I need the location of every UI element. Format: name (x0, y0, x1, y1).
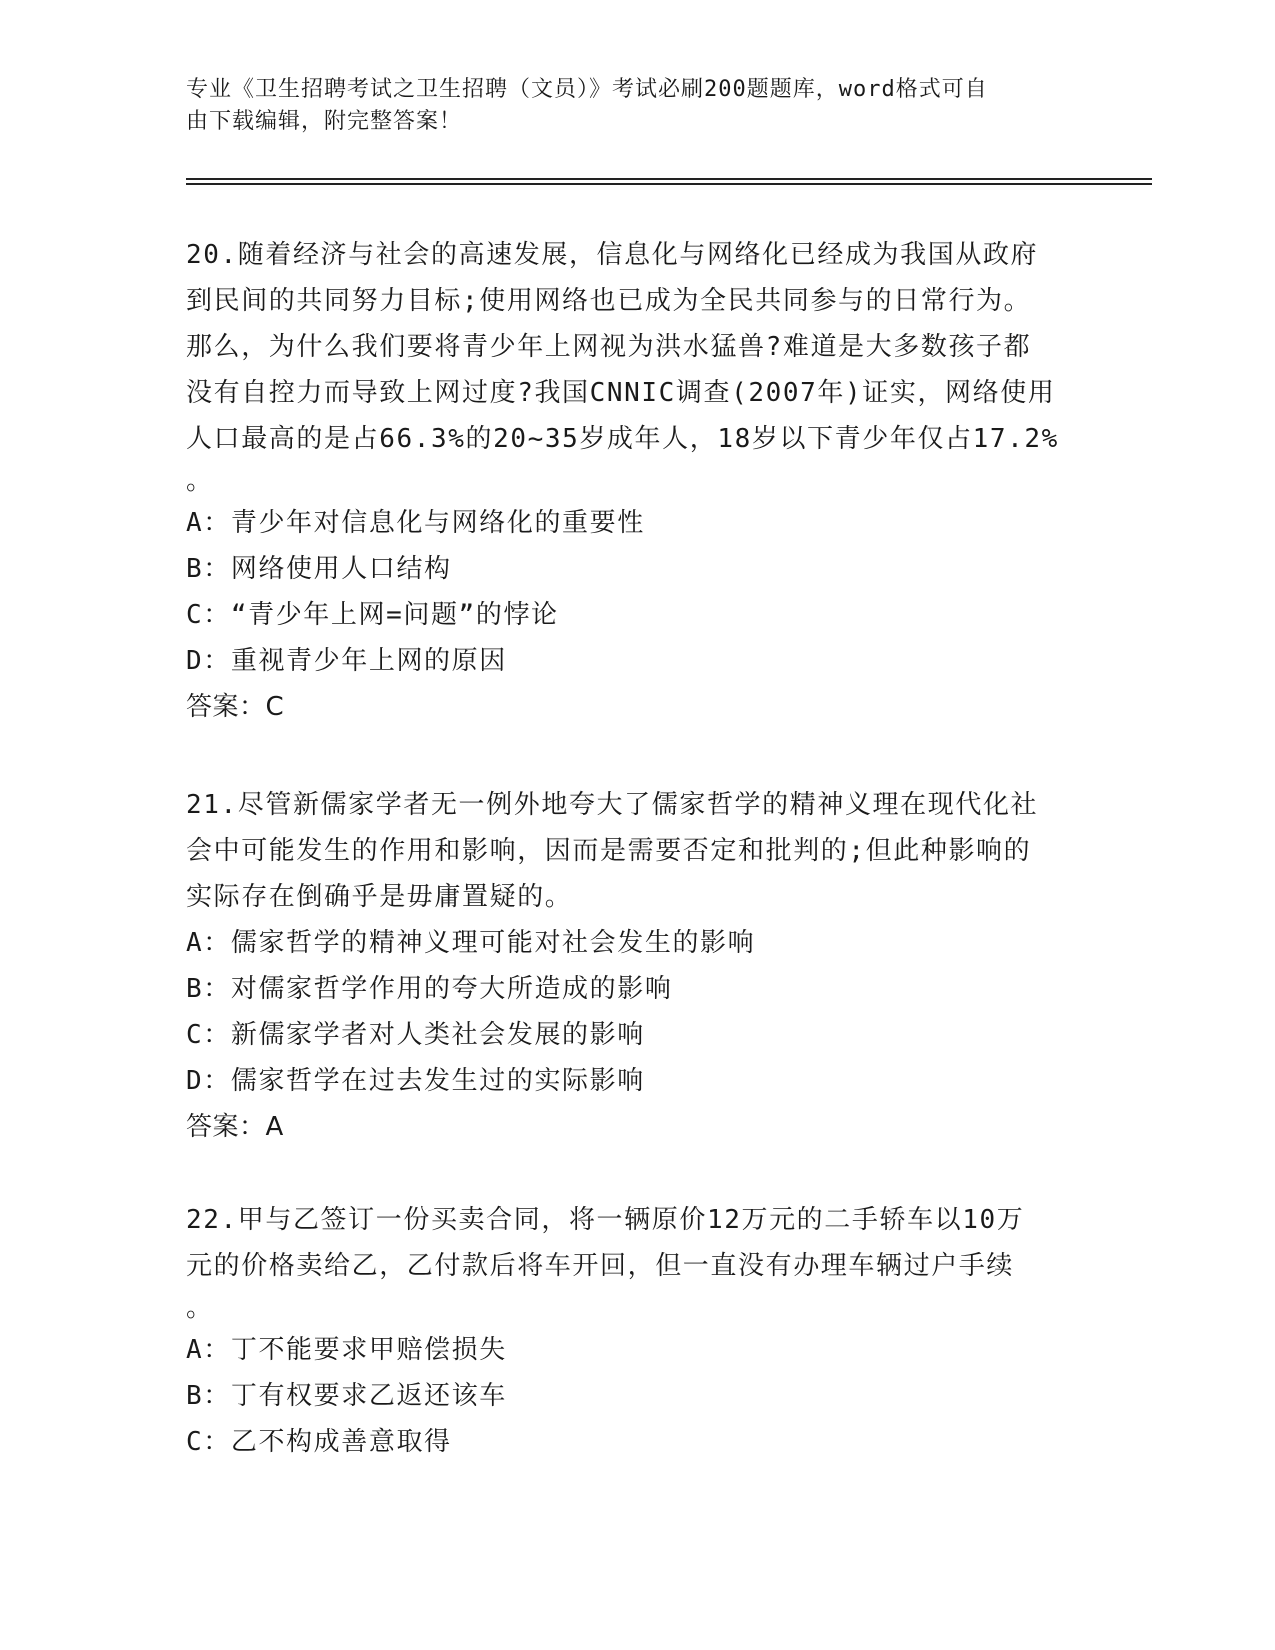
question-20 (186, 232, 1086, 730)
header-divider-top (186, 178, 1152, 180)
question-text-line: 22.甲与乙签订一份买卖合同，将一辆原价12万元的二手轿车以10万 (186, 1205, 1025, 1235)
question-text-line: 21.尽管新儒家学者无一例外地夸大了儒家哲学的精神义理在现代化社 (186, 790, 1039, 820)
question-text-tail: 。 (186, 466, 214, 496)
document-header (186, 74, 1066, 138)
question-text-line: 元的价格卖给乙，乙付款后将车开回，但一直没有办理车辆过户手续 (186, 1251, 1015, 1281)
header-title-line-2: 由下载编辑，附完整答案！ (186, 109, 463, 134)
question-text-line: 20.随着经济与社会的高速发展，信息化与网络化已经成为我国从政府 (186, 240, 1039, 270)
question-21 (186, 782, 1086, 1150)
answer-label: 答案：C (186, 692, 285, 722)
option-b: B：网络使用人口结构 (186, 554, 452, 584)
option-b: B：对儒家哲学作用的夸大所造成的影响 (186, 974, 673, 1004)
question-text-line: 那么，为什么我们要将青少年上网视为洪水猛兽?难道是大多数孩子都 (186, 332, 1032, 362)
answer-label: 答案：A (186, 1112, 284, 1142)
option-a: A：丁不能要求甲赔偿损失 (186, 1335, 507, 1365)
question-text-line: 人口最高的是占66.3%的20~35岁成年人，18岁以下青少年仅占17.2% (186, 424, 1059, 454)
question-text-line: 到民间的共同努力目标;使用网络也已成为全民共同参与的日常行为。 (186, 286, 1032, 316)
question-text-line: 会中可能发生的作用和影响，因而是需要否定和批判的;但此种影响的 (186, 836, 1032, 866)
question-text-tail: 。 (186, 1293, 214, 1323)
option-d: D：重视青少年上网的原因 (186, 646, 507, 676)
question-text-line: 实际存在倒确乎是毋庸置疑的。 (186, 882, 573, 912)
header-divider-bottom (186, 183, 1152, 185)
option-c: C：新儒家学者对人类社会发展的影响 (186, 1020, 645, 1050)
question-22 (186, 1197, 1086, 1465)
option-c: C：乙不构成善意取得 (186, 1427, 452, 1457)
option-c: C：“青少年上网=问题”的悖论 (186, 600, 559, 630)
option-b: B：丁有权要求乙返还该车 (186, 1381, 507, 1411)
header-title-line-1: 专业《卫生招聘考试之卫生招聘（文员）》考试必刷200题题库，word格式可自 (186, 77, 988, 102)
question-text-line: 没有自控力而导致上网过度?我国CNNIC调查(2007年)证实，网络使用 (186, 378, 1056, 408)
option-a: A：儒家哲学的精神义理可能对社会发生的影响 (186, 928, 756, 958)
option-a: A：青少年对信息化与网络化的重要性 (186, 508, 645, 538)
option-d: D：儒家哲学在过去发生过的实际影响 (186, 1066, 645, 1096)
